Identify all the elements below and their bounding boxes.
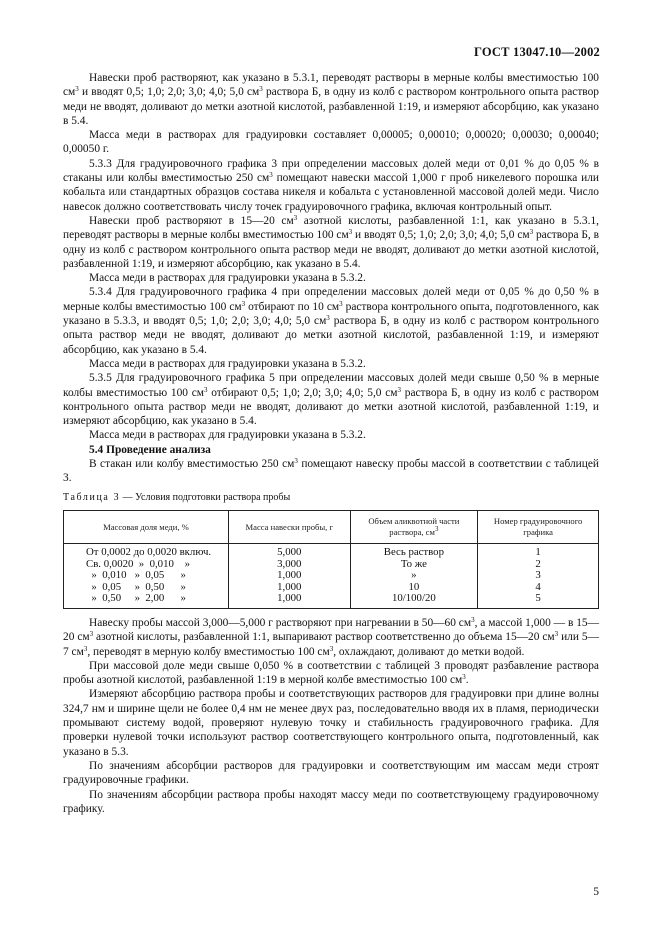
table-cell: 1,000	[228, 593, 350, 608]
page-number: 5	[593, 886, 599, 898]
table-cell: Св. 0,0020 » 0,010 »	[64, 559, 229, 571]
paragraph: 5.3.3 Для градуировочного графика 3 при определении массовых долей меди от 0,01 % до 0,05 % в стаканы или колбы вместимостью 250 $см^3$ помещают навески массой 1,000 г проб никелевого порошка или кобальта или стандартных образцов состава никеля и кобальта с установленной массовой долей меди. Число навесок должно соответствовать числу точек градуировочного графика, включая контрольный опыт.	[63, 157, 599, 213]
table-header-cell: Номер градуировочного графика	[478, 511, 599, 544]
paragraph: Масса меди в растворах для градуировки указана в 5.3.2.	[89, 272, 366, 285]
table-cell: » 0,05 » 0,50 »	[64, 582, 229, 594]
table-cell: » 0,50 » 2,00 »	[64, 593, 229, 608]
table-cell: » 0,010 » 0,05 »	[64, 570, 229, 582]
table-cell: 3	[478, 570, 599, 582]
table-caption-title: — Условия подготовки раствора пробы	[120, 492, 291, 503]
table-cell: »	[350, 570, 478, 582]
table-cell: 5,000	[228, 544, 350, 559]
table-cell: 10	[350, 582, 478, 594]
text-after-table	[63, 616, 599, 816]
table-header-row	[64, 511, 599, 544]
paragraph: По значениям абсорбции раствора пробы находят массу меди по соответствующему градуировочному графику.	[63, 788, 599, 815]
paragraph: Измеряют абсорбцию раствора пробы и соответствующих растворов для градуировки при длине волны 324,7 нм и ширине щели не более 0,4 нм не менее двух раз, последовательно вводя их в пламя, периодически промывают систему водой, проверяют нулевую точку и стабильность градуировочного графика. Для проверки нулевой точки используют раствор соответствующего контрольного опыта, подготовленный, как указано в 5.3.	[63, 688, 599, 758]
table-cell: 3,000	[228, 559, 350, 571]
table-caption-label: Таблица 3	[63, 492, 121, 503]
table-cell: 2	[478, 559, 599, 571]
table-cell: От 0,0002 до 0,0020 включ.	[64, 544, 229, 559]
table-cell: 5	[478, 593, 599, 608]
table-cell: 10/100/20	[350, 593, 478, 608]
paragraph: Масса меди в растворах для градуировки указана в 5.3.2.	[89, 429, 366, 442]
table-caption	[63, 491, 290, 505]
paragraph: Масса меди в растворах для градуировки составляет 0,00005; 0,00010; 0,00020; 0,00030; 0,00040; 0,00050 г.	[63, 129, 599, 156]
paragraph: Навески проб растворяют, как указано в 5.3.1, переводят растворы в мерные колбы вместимостью 100 $см^3$ и вводят 0,5; 1,0; 2,0; 3,0; 4,0; 5,0 $см^3$ раствора Б, в одну из колб с раствором контрольного опыта раствор меди не вводят, доливают до метки азотной кислотой, разбавленной 1:19, и измеряют абсорбцию, как указано в 5.4.	[63, 72, 599, 127]
table-cell: 1,000	[228, 570, 350, 582]
paragraph: 5.3.5 Для градуировочного графика 5 при определении массовых долей меди свыше 0,50 % в мерные колбы вместимостью 100 $см^3$ отбирают 0,5; 1,0; 2,0; 3,0; 4,0; 5,0 $см^3$ раствора Б, в одну из колб с раствором контрольного опыта раствор меди не вводят, доливают до метки азотной кислотой, разбавленной 1:19, и измеряют абсорбцию, как указано в 5.4.	[63, 372, 600, 428]
table-header-cell: Объем аликвотной части раствора, $см^3$	[350, 511, 478, 544]
table-3	[63, 510, 599, 609]
table-header-cell: Массовая доля меди, %	[64, 511, 229, 544]
document-header: ГОСТ 13047.10—2002	[474, 45, 600, 59]
paragraph: В стакан или колбу вместимостью 250 $см^3$ помещают навеску пробы массой в соответствии с таблицей 3.	[63, 457, 599, 485]
paragraph: Навески проб растворяют в 15—20 $см^3$ азотной кислоты, разбавленной 1:1, как указано в 5.3.1, переводят растворы в мерные колбы вместимостью 100 $см^3$ и вводят 0,5; 1,0; 2,0; 3,0; 4,0; 5,0 $см^3$ раствора Б, в одну из колб с раствором контрольного опыта раствор меди не вводят, доливают до метки азотной кислотой, разбавленной 1:19, и измеряют абсорбцию, как указано в 5.4.	[63, 213, 599, 270]
text-before-table	[63, 71, 599, 486]
paragraph: Навеску пробы массой 3,000—5,000 г растворяют при нагревании в 50—60 $см^3$, а массой 1,000 — в 15—20 $см^3$ азотной кислоты, разбавленной 1:1, выпаривают раствор соответственно до объема 15—20 $см^3$ или 5—7 $см^3$, переводят в мерную колбу вместимостью 100 $см^3$, охлаждают, доливают до метки водой.	[63, 616, 599, 658]
paragraph: Масса меди в растворах для градуировки указана в 5.3.2.	[89, 357, 366, 370]
table-cell: 1,000	[228, 582, 350, 594]
table-row	[64, 593, 599, 608]
section-heading-5-4: 5.4 Проведение анализа	[89, 443, 211, 456]
paragraph: При массовой доле меди свыше 0,050 % в соответствии с таблицей 3 проводят разбавление раствора пробы азотной кислотой, разбавленной 1:19 в мерной колбе вместимостью 100 $см^3$.	[63, 659, 599, 687]
table-cell: 1	[478, 544, 599, 559]
paragraph: 5.3.4 Для градуировочного графика 4 при определении массовых долей меди от 0,05 % до 0,50 % в мерные колбы вместимостью 100 $см^3$ отбирают по 10 $см^3$ раствора контрольного опыта, подготовленного, как указано в 5.3.3, и вводят 0,5; 1,0; 2,0; 3,0; 4,0; 5,0 $см^3$ раствора Б, в одну из колб с раствором контрольного опыта раствор меди не вводят, доливают до метки азотной кислотой, разбавленной 1:19, и измеряют абсорбцию, как указано в 5.4.	[63, 286, 600, 356]
table-cell: Весь раствор	[350, 544, 478, 559]
table-row	[64, 544, 599, 559]
table-cell: 4	[478, 582, 599, 594]
table-header-cell: Масса навески пробы, г	[228, 511, 350, 544]
paragraph: По значениям абсорбции растворов для градуировки и соответствующим им массам меди строят градуировочные графики.	[63, 759, 599, 787]
table-cell: То же	[350, 559, 478, 571]
